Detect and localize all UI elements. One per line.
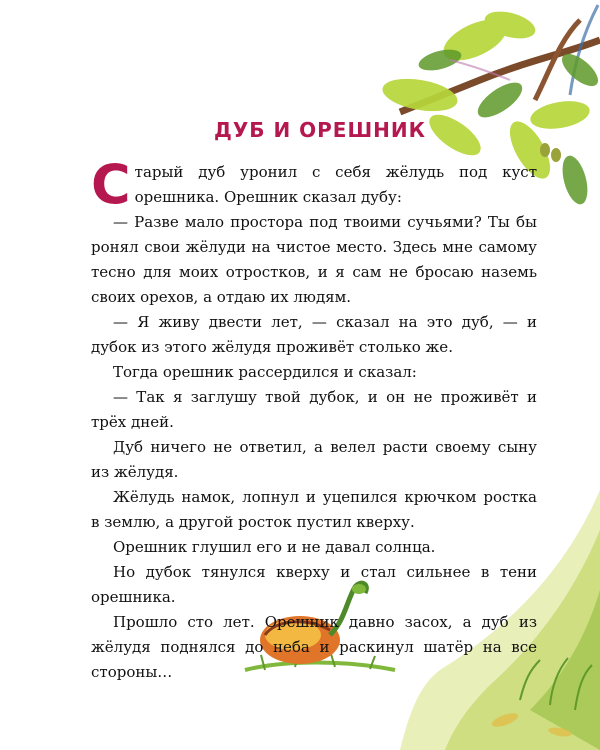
- story-paragraph: [91, 153, 537, 216]
- story-paragraph: — Разве мало простора под твоими сучьями? Ты бы ронял свои жёлуди на чистое место. Здесь мне самому тесно для моих отростков, и я сам не бросаю наземь своих орехов, а отдаю их людям.: [91, 213, 537, 306]
- story-paragraph: — Так я заглушу твой дубок, и он не проживёт и трёх дней.: [91, 388, 537, 431]
- story-paragraph: Прошло сто лет. Орешник давно засох, а дуб из жёлудя поднялся до неба и раскинул шатёр на все стороны…: [91, 613, 537, 681]
- story-text: [91, 153, 537, 685]
- story-paragraph: — Я живу двести лет, — сказал на это дуб, — и дубок из этого жёлудя проживёт столько же.: [91, 313, 537, 356]
- story-paragraph: Но дубок тянулся кверху и стал сильнее в тени орешника.: [91, 563, 537, 606]
- story-paragraph: Дуб ничего не ответил, а велел расти своему сыну из жёлудя.: [91, 438, 537, 481]
- drop-cap: С: [91, 153, 131, 216]
- story-paragraph: Жёлудь намок, лопнул и уцепился крючком ростка в землю, а другой росток пустил кверху.: [91, 488, 537, 531]
- story-paragraph-text: тарый дуб уронил с себя жёлудь под куст орешника. Орешник сказал дубу:: [134, 163, 537, 206]
- story-paragraph: Тогда орешник рассердился и сказал:: [113, 363, 417, 381]
- story-paragraph: Орешник глушил его и не давал солнца.: [113, 538, 436, 556]
- story-title: ДУБ И ОРЕШНИК: [214, 118, 426, 142]
